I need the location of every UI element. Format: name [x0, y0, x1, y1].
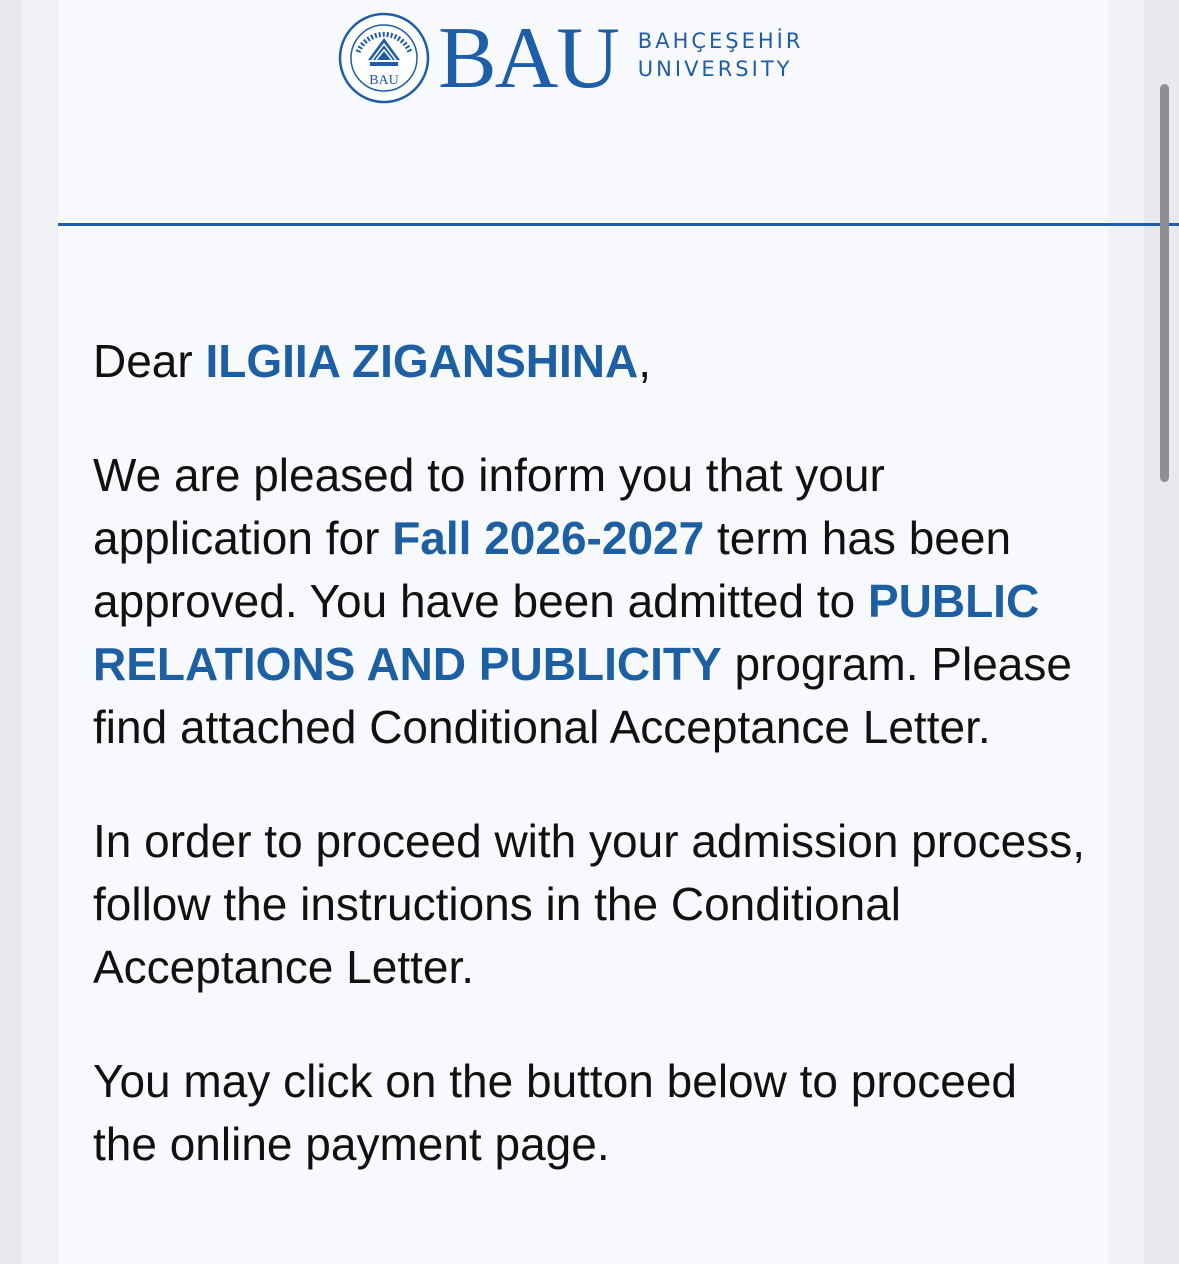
instructions-paragraph: In order to proceed with your admission process, follow the instructions in the Conditional Acceptance Letter. [93, 815, 1086, 993]
university-name-line2: UNIVERSITY [637, 57, 793, 81]
bau-logo [338, 10, 804, 107]
header-divider [58, 223, 1179, 226]
program-name: PUBLIC RELATIONS AND PUBLICITY [93, 575, 1040, 690]
greeting-prefix: Dear [93, 335, 206, 387]
term-name: Fall 2026-2027 [392, 512, 705, 564]
recipient-name: ILGIIA ZIGANSHINA [205, 335, 639, 387]
email-content [93, 330, 1093, 1227]
bau-wordmark: BAU [438, 10, 618, 107]
seal-label: BAU [369, 73, 399, 88]
university-name [638, 27, 804, 83]
acceptance-text-2: term has been approved. You have been admitted to [93, 512, 1012, 627]
acceptance-text-3: program. Please find attached Conditional Acceptance Letter. [93, 638, 1072, 753]
university-name-line1: BAHÇEŞEHİR [637, 29, 804, 53]
greeting [93, 330, 1093, 393]
greeting-suffix: , [638, 335, 651, 387]
scrollbar-thumb[interactable] [1160, 84, 1169, 482]
university-seal-icon [338, 12, 430, 104]
payment-paragraph: You may click on the button below to proceed the online payment page. [93, 1055, 1017, 1170]
email-header [58, 0, 1108, 225]
acceptance-paragraph [93, 444, 1093, 759]
acceptance-text-1: We are pleased to inform you that your application for [93, 449, 885, 564]
